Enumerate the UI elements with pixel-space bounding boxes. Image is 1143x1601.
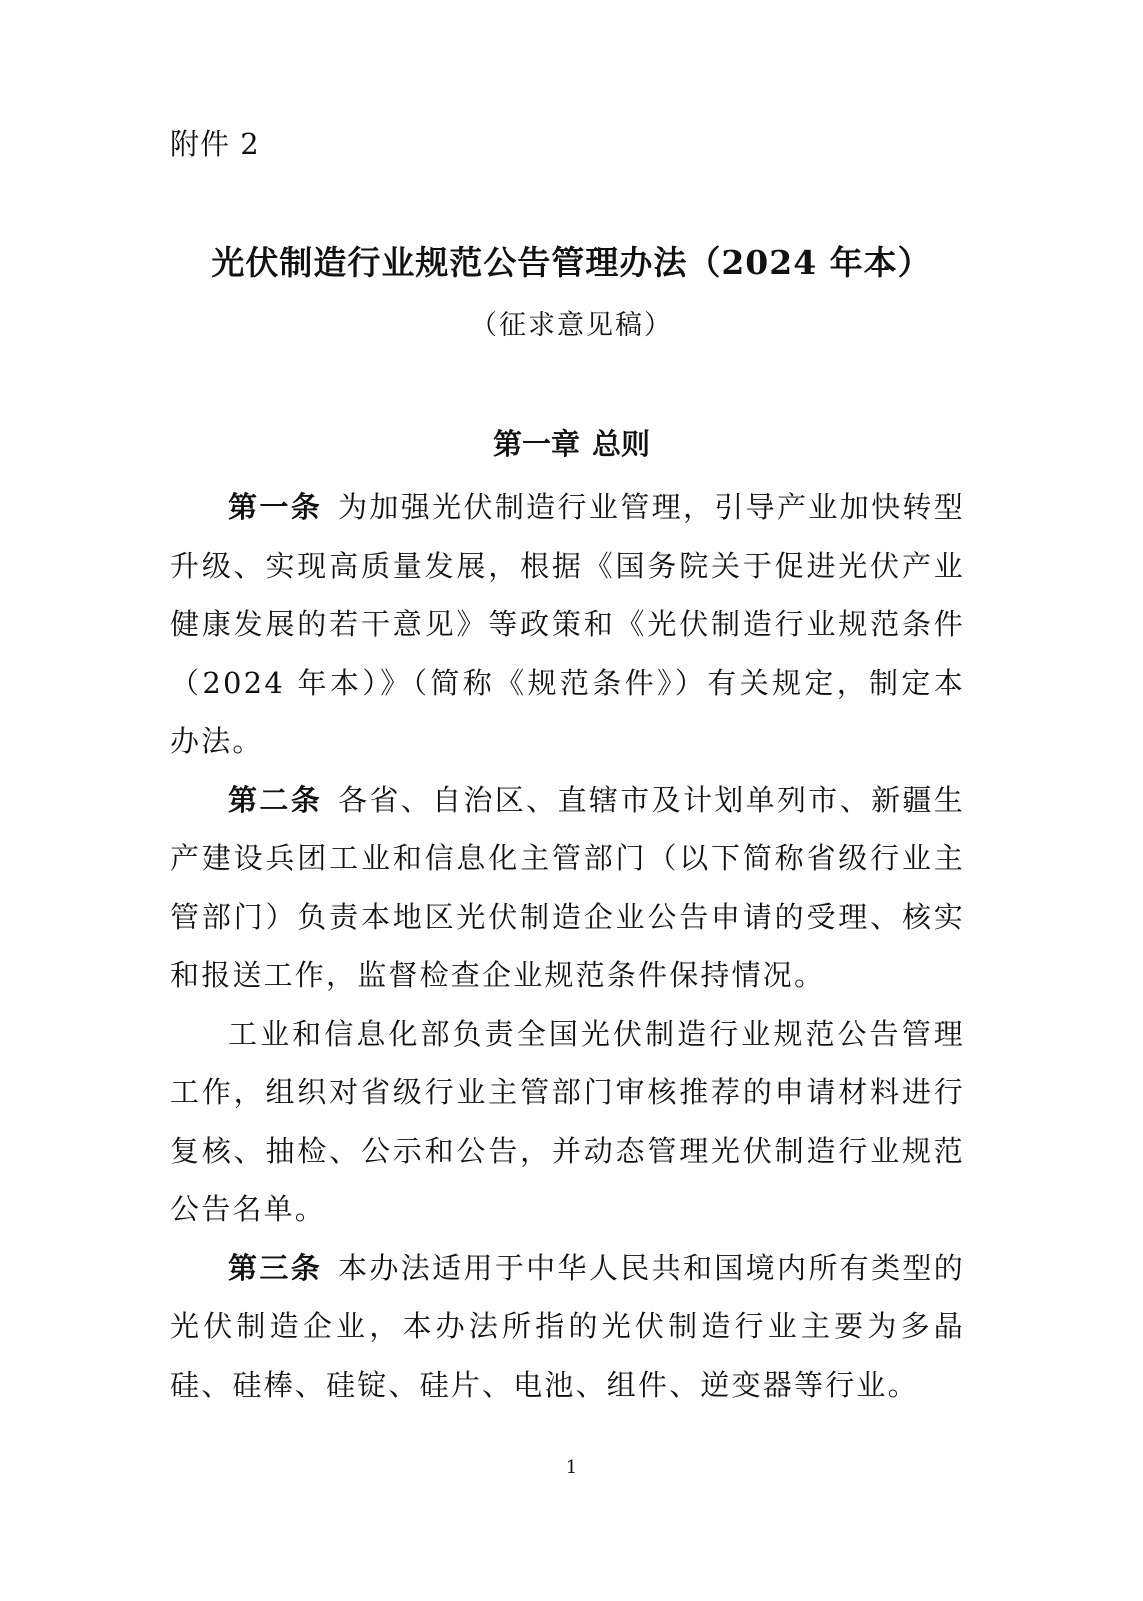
document-body: [170, 478, 965, 1414]
article-label: 第三条: [228, 1250, 323, 1285]
article-paragraph: [170, 478, 965, 771]
article-paragraph: [170, 1239, 965, 1415]
document-subtitle: （征求意见稿）: [470, 310, 673, 341]
chapter-heading: [0, 422, 1143, 466]
page-number: 1: [565, 1457, 578, 1478]
article-text: 为加强光伏制造行业管理，引导产业加快转型升级、实现高质量发展，根据《国务院关于促进光伏产业健康发展的若干意见》等政策和《光伏制造行业规范条件（2024 年本）》（简称《规范条件》）有关规定，制定本办法。: [170, 490, 965, 758]
article-label: 第一条: [228, 490, 323, 524]
attachment-label: 附件 2: [170, 127, 260, 161]
article-text: 各省、自治区、直辖市及计划单列市、新疆生产建设兵团工业和信息化主管部门（以下简称省级行业主管部门）负责本地区光伏制造企业公告申请的受理、核实和报送工作，监督检查企业规范条件保持情况。: [170, 782, 965, 992]
document-title: 光伏制造行业规范公告管理办法（2024 年本）: [211, 243, 932, 282]
article-label: 第二条: [228, 782, 323, 817]
chapter-name: 总则: [592, 427, 651, 461]
article-paragraph: [170, 1005, 965, 1239]
article-paragraph: [170, 771, 965, 1005]
article-text: 工业和信息化部负责全国光伏制造行业规范公告管理工作，组织对省级行业主管部门审核推荐的申请材料进行复核、抽检、公示和公告，并动态管理光伏制造行业规范公告名单。: [170, 1016, 965, 1226]
article-text: 本办法适用于中华人民共和国境内所有类型的光伏制造企业，本办法所指的光伏制造行业主要为多晶硅、硅棒、硅锭、硅片、电池、组件、逆变器等行业。: [170, 1250, 965, 1402]
chapter-number: 第一章: [492, 427, 580, 461]
